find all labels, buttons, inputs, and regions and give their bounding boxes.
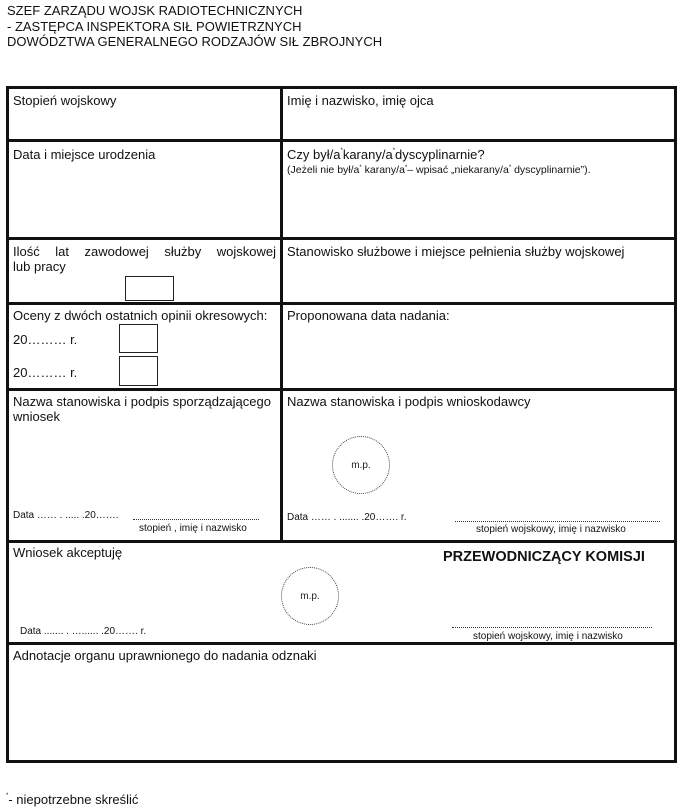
preparer-label-line2: wniosek bbox=[13, 409, 60, 424]
ratings-label: Oceny z dwóch ostatnich opinii okresowych: bbox=[13, 308, 268, 323]
stamp-text: m.p. bbox=[300, 590, 320, 602]
acceptance-date[interactable]: Data ....... . …...... .20……. r. bbox=[20, 626, 147, 637]
chairman-signature-line[interactable] bbox=[452, 627, 652, 628]
preparer-label-line1: Nazwa stanowiska i podpis sporządzającego bbox=[13, 394, 271, 409]
proposed-date-label: Proponowana data nadania: bbox=[287, 308, 450, 323]
proposed-date-field[interactable] bbox=[283, 305, 674, 388]
birth-field[interactable] bbox=[9, 142, 280, 237]
disciplinary-question: Czy był/a*karany/a*dyscyplinarnie? bbox=[287, 147, 485, 162]
rank-label: Stopień wojskowy bbox=[13, 93, 117, 108]
name-label: Imię i nazwisko, imię ojca bbox=[287, 93, 434, 108]
position-field[interactable] bbox=[283, 240, 674, 302]
preparer-signature-line[interactable] bbox=[133, 519, 259, 520]
commission-chairman-title: PRZEWODNICZĄCY KOMISJI bbox=[443, 549, 645, 565]
stamp-text: m.p. bbox=[351, 459, 371, 471]
rank-field[interactable] bbox=[9, 89, 280, 139]
header-line-2: - ZASTĘPCA INSPEKTORA SIŁ POWIETRZNYCH bbox=[7, 18, 302, 34]
acceptance-label: Wniosek akceptuję bbox=[13, 545, 123, 560]
rating-year-1: 20……… r. bbox=[13, 332, 78, 347]
applicant-date[interactable]: Data …… . ....... .20……. r. bbox=[287, 512, 407, 523]
application-form bbox=[6, 86, 677, 763]
disciplinary-field[interactable] bbox=[283, 142, 674, 237]
rating-year-2: 20……… r. bbox=[13, 365, 78, 380]
preparer-signature-caption: stopień , imię i nazwisko bbox=[139, 523, 247, 534]
applicant-label: Nazwa stanowiska i podpis wnioskodawcy bbox=[287, 394, 531, 409]
header-line-3: DOWÓDZTWA GENERALNEGO RODZAJÓW SIŁ ZBROJNYCH bbox=[7, 34, 383, 49]
chairman-signature-caption: stopień wojskowy, imię i nazwisko bbox=[473, 631, 623, 642]
service-years-input[interactable] bbox=[125, 276, 174, 301]
acceptance-stamp bbox=[281, 567, 339, 625]
preparer-date[interactable]: Data …… . ..... .20……. bbox=[13, 510, 119, 521]
acceptance-field bbox=[9, 543, 674, 642]
name-field[interactable] bbox=[283, 89, 674, 139]
applicant-signature-caption: stopień wojskowy, imię i nazwisko bbox=[476, 524, 626, 535]
rating-input-1[interactable] bbox=[119, 324, 158, 353]
ratings-field bbox=[9, 305, 280, 388]
annotations-label: Adnotacje organu uprawnionego do nadania odznaki bbox=[13, 648, 317, 663]
birth-label: Data i miejsce urodzenia bbox=[13, 147, 156, 162]
preparer-field bbox=[9, 391, 280, 540]
annotations-field[interactable] bbox=[9, 645, 674, 757]
applicant-field bbox=[283, 391, 674, 540]
header-line-1: SZEF ZARZĄDU WOJSK RADIOTECHNICZNYCH bbox=[7, 3, 303, 18]
rating-input-2[interactable] bbox=[119, 356, 158, 386]
service-years-label: Ilość lat zawodowej służby wojskowej lub pracy bbox=[13, 244, 276, 274]
footnote: *- niepotrzebne skreślić bbox=[6, 792, 139, 807]
applicant-stamp bbox=[332, 436, 390, 494]
position-label: Stanowisko służbowe i miejsce pełnienia służby wojskowej bbox=[287, 244, 625, 259]
disciplinary-note: (Jeżeli nie był/a* karany/a*– wpisać „niekarany/a* dyscyplinarnie”). bbox=[287, 164, 591, 176]
document-header bbox=[7, 3, 382, 50]
service-years-field bbox=[9, 240, 280, 302]
applicant-signature-line[interactable] bbox=[455, 521, 660, 522]
